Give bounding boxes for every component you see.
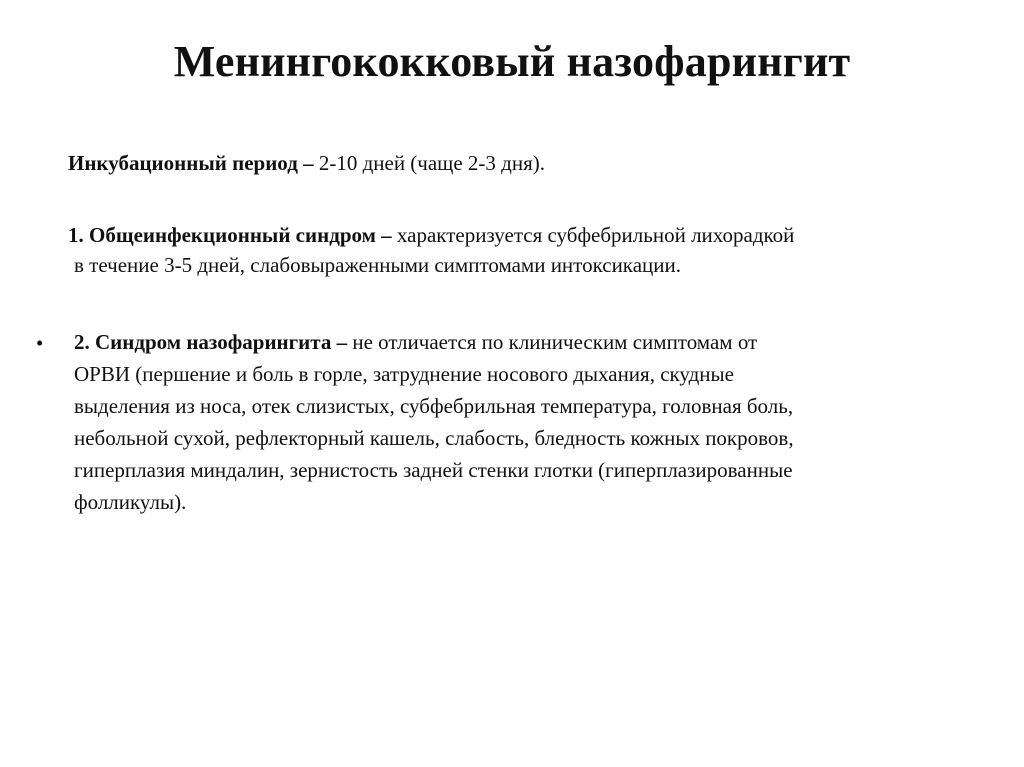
syndrome2-line-6: фолликулы). <box>74 490 187 514</box>
syndrome2-line-3: выделения из носа, отек слизистых, субфебрильная температура, головная боль, <box>74 394 794 418</box>
bullet-marker: • <box>36 331 44 355</box>
syndrome2-label: 2. Синдром назофарингита – <box>74 330 348 354</box>
syndrome1-text-line1: характеризуется субфебрильной лихорадкой <box>391 223 795 247</box>
syndrome2-line-5: гиперплазия миндалин, зернистость задней стенки глотки (гиперплазированные <box>74 458 793 482</box>
syndrome1-text-line2: в течение 3-5 дней, слабовыраженными симптомами интоксикации. <box>74 253 681 277</box>
syndrome2-line-2: ОРВИ (першение и боль в горле, затруднение носового дыхания, скудные <box>74 362 734 386</box>
slide-title: Менингококковый назофарингит <box>173 37 851 86</box>
syndrome2-line-4: небольной сухой, рефлекторный кашель, слабость, бледность кожных покровов, <box>74 426 794 450</box>
syndrome1-label: 1. Общеинфекционный синдром – <box>68 223 392 247</box>
incubation-text: 2-10 дней (чаще 2-3 дня). <box>313 151 545 175</box>
syndrome2-paragraph <box>74 326 974 518</box>
incubation-paragraph <box>68 148 968 178</box>
syndrome1-paragraph <box>68 220 968 280</box>
incubation-label: Инкубационный период – <box>68 151 314 175</box>
syndrome2-line-1 <box>74 326 974 358</box>
syndrome2-text: не отличается по клиническим симптомам от <box>347 330 758 354</box>
